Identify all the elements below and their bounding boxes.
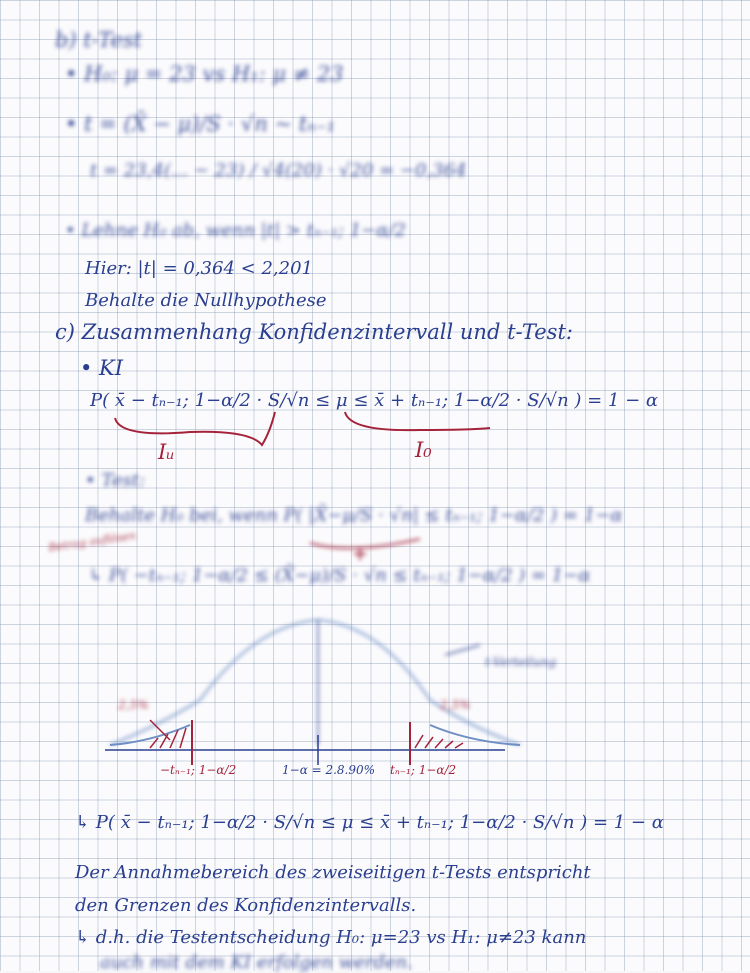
ki-formula: P( x̄ − tₙ₋₁; 1−α/2 · S/√n ≤ μ ≤ x̄ + tₙ₋₁; 1−α/2 · S/√n ) = 1 − α	[90, 390, 659, 411]
statistic-line: • t = (X̄ − μ)/S · √n ~ tₙ₋₁	[65, 112, 336, 136]
right-tick-label: tₙ₋₁; 1−α/2	[390, 763, 457, 777]
left-tick-label: −tₙ₋₁; 1−α/2	[160, 763, 237, 777]
center-label: 1−α = 2.8.90%	[282, 763, 376, 777]
final-text-2: den Grenzen des Konfidenzintervalls.	[75, 895, 417, 916]
section-b-heading: b) t-Test	[55, 28, 143, 52]
hypothesis-line: • H₀: μ = 23 vs H₁: μ ≠ 23	[65, 62, 344, 86]
dist-label: t-Verteilung	[485, 655, 557, 669]
computed-line: t = 23,4(... − 23) / √4(20) · √20 = −0,364	[90, 160, 467, 181]
iu-label: Iᵤ	[158, 440, 175, 464]
side-note: Betrag auflösen	[47, 528, 137, 555]
section-c-heading: c) Zusammenhang Konfidenzintervall und t-Test:	[55, 320, 573, 344]
reject-rule-line: • Lehne H₀ ab, wenn |t| > tₙ₋₁; 1−α/2	[65, 220, 406, 241]
left-tail-label: 2,5%	[118, 698, 149, 712]
final-text-3: ↳ d.h. die Testentscheidung H₀: μ=23 vs H₁: μ≠23 kann	[75, 927, 587, 948]
ki-label: • KI	[80, 356, 124, 380]
here-line: Hier: |t| = 0,364 < 2,201	[85, 258, 313, 279]
right-tail-label: 2,5%	[440, 698, 471, 712]
test-label: • Test:	[85, 470, 146, 491]
blurred-region-bottom	[0, 950, 750, 971]
final-formula: ↳ P( x̄ − tₙ₋₁; 1−α/2 · S/√n ≤ μ ≤ x̄ + tₙ₋₁; 1−α/2 · S/√n ) = 1 − α	[75, 812, 664, 833]
arrow-formula: ↳ P( −tₙ₋₁; 1−α/2 ≤ (X̄−μ)/S · √n ≤ tₙ₋₁; 1−α/2 ) = 1−α	[88, 565, 591, 586]
test-formula: Behalte H₀ bei, wenn P( |X̄−μ/S · √n| ≤ tₙ₋₁; 1−α/2 ) = 1−α	[85, 505, 623, 526]
final-text-4: auch mit dem KI erfolgen werden.	[100, 952, 413, 973]
final-text-1: Der Annahmebereich des zweiseitigen t-Tests entspricht	[75, 862, 591, 883]
io-label: I₀	[415, 438, 432, 462]
conclusion-line: Behalte die Nullhypothese	[85, 290, 327, 311]
